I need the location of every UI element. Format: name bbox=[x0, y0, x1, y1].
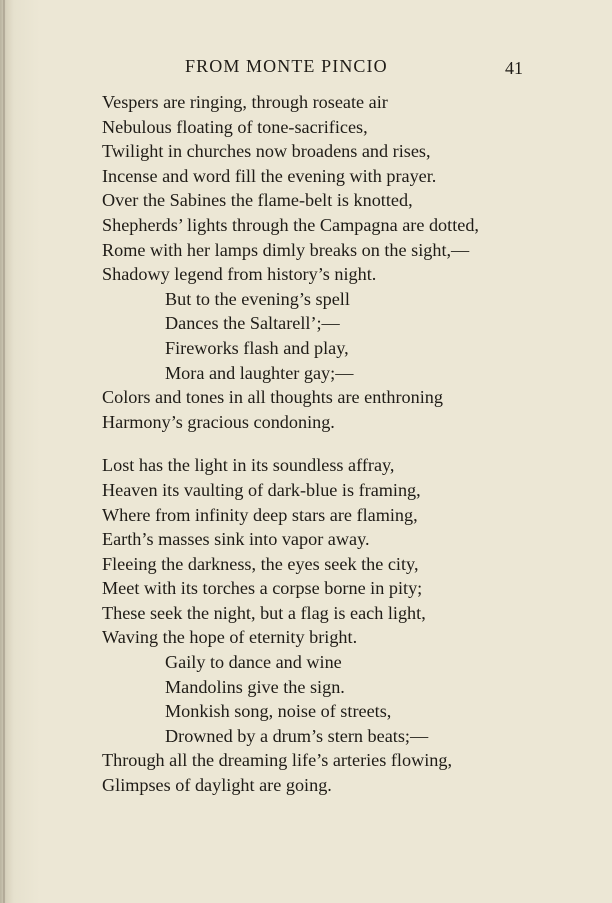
poem-line: Shadowy legend from history’s night. bbox=[102, 264, 377, 285]
poem-line: Nebulous floating of tone-sacrifices, bbox=[102, 116, 368, 137]
poem-line: Fleeing the darkness, the eyes seek the city, bbox=[102, 553, 419, 574]
stanza bbox=[102, 453, 532, 797]
poem-text bbox=[102, 90, 532, 817]
poem-line: Vespers are ringing, through roseate air bbox=[102, 92, 388, 112]
poem-line: Shepherds’ lights through the Campagna are dotted, bbox=[102, 214, 479, 235]
poem-line: Through all the dreaming life’s arteries flowing, bbox=[102, 750, 453, 771]
page-header bbox=[0, 56, 612, 78]
stanza bbox=[102, 90, 532, 434]
page-number: 41 bbox=[505, 58, 523, 78]
poem-line: Waving the hope of eternity bright. bbox=[102, 627, 358, 648]
poem-line: Mandolins give the sign. bbox=[165, 676, 345, 697]
poem-line: But to the evening’s spell bbox=[165, 288, 350, 309]
poem-line: Twilight in churches now broadens and rises, bbox=[102, 141, 431, 162]
poem-line: Harmony’s gracious condoning. bbox=[102, 411, 335, 432]
poem-line: Where from infinity deep stars are flaming, bbox=[102, 504, 418, 525]
poem-line: Dances the Saltarell’;— bbox=[165, 313, 340, 334]
poem-line: Rome with her lamps dimly breaks on the sight,— bbox=[102, 239, 470, 260]
poem-line: Drowned by a drum’s stern beats;— bbox=[165, 725, 429, 746]
poem-line: Over the Sabines the flame-belt is knotted, bbox=[102, 190, 413, 211]
poem-line: Mora and laughter gay;— bbox=[165, 362, 354, 383]
poem-line: Lost has the light in its soundless affray, bbox=[102, 455, 395, 476]
poem-line: Glimpses of daylight are going. bbox=[102, 775, 332, 796]
running-head: FROM MONTE PINCIO bbox=[185, 56, 388, 76]
poem-line: Fireworks flash and play, bbox=[165, 337, 349, 358]
poem-line: These seek the night, but a flag is each light, bbox=[102, 602, 426, 623]
poem-line: Gaily to dance and wine bbox=[165, 652, 342, 673]
poem-line: Meet with its torches a corpse borne in pity; bbox=[102, 578, 423, 599]
page-gutter-shadow bbox=[3, 0, 5, 903]
poem-line: Heaven its vaulting of dark-blue is framing, bbox=[102, 479, 421, 500]
poem-line: Incense and word fill the evening with prayer. bbox=[102, 165, 437, 186]
poem-line: Earth’s masses sink into vapor away. bbox=[102, 529, 370, 550]
poem-line: Colors and tones in all thoughts are enthroning bbox=[102, 387, 443, 408]
poem-line: Monkish song, noise of streets, bbox=[165, 701, 392, 722]
